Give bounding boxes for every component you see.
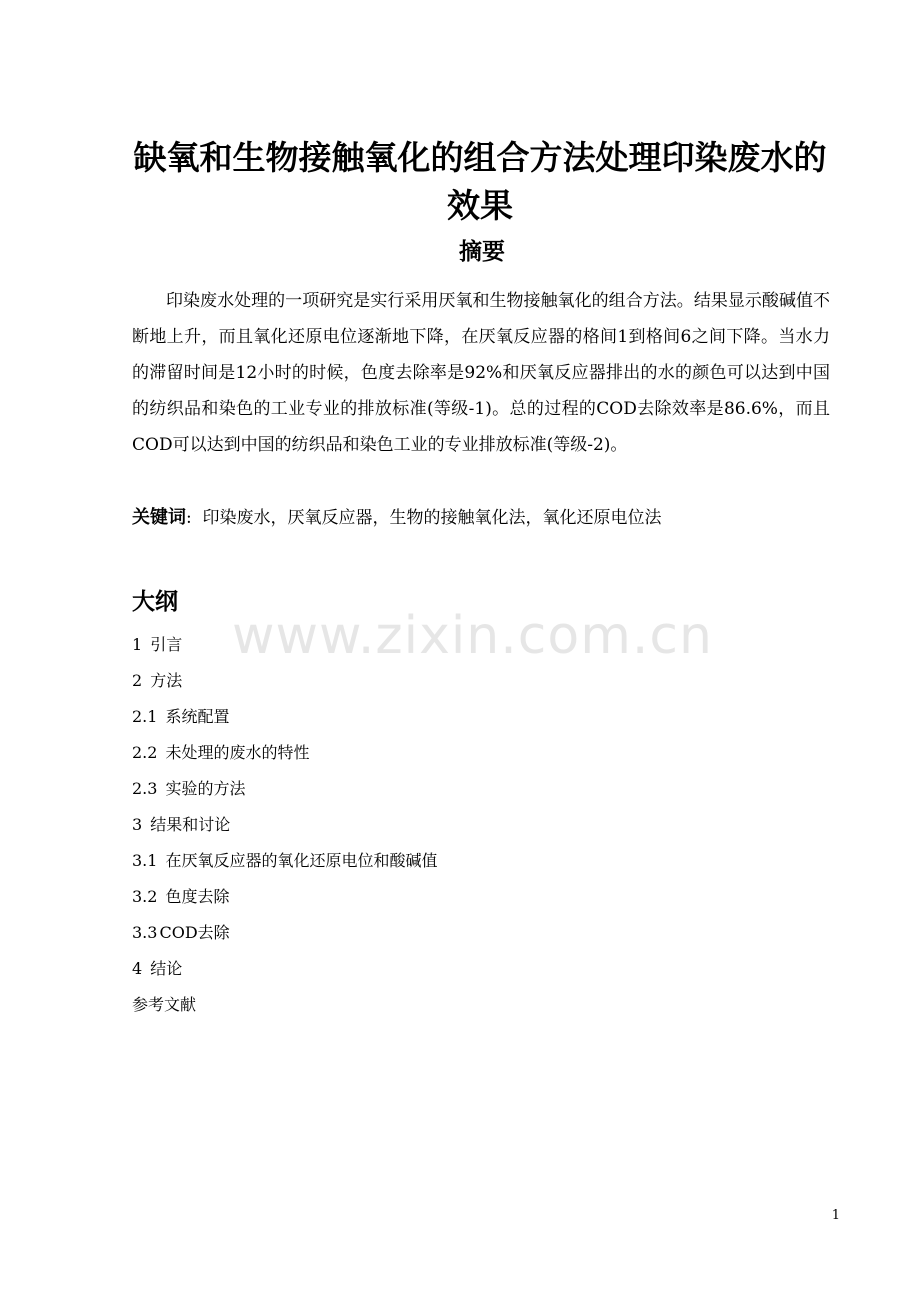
outline-item-label: 方法	[150, 671, 183, 690]
outline-item-number: 3	[132, 815, 143, 834]
outline-item	[132, 951, 732, 987]
keywords-line	[132, 503, 830, 533]
keywords-label: 关键词	[132, 507, 186, 528]
outline-item-number: 2.3	[132, 779, 158, 798]
outline-item	[132, 699, 732, 735]
outline-item-number: 4	[132, 959, 143, 978]
outline-item-label: 未处理的废水的特性	[165, 743, 310, 762]
abstract-text: 印染废水处理的一项研究是实行采用厌氧和生物接触氧化的组合方法。结果显示酸碱值不断地上升，而且氧化还原电位逐渐地下降，在厌氧反应器的格间1到格间6之间下降。当水力的滞留时间是12小时的时候，色度去除率是92%和厌氧反应器排出的水的颜色可以达到中国的纺织品和染色的工业专业的排放标准(等级-1)。总的过程的COD去除效率是86.6%，而且COD可以达到中国的纺织品和染色工业的专业排放标准(等级-2)。	[132, 291, 830, 455]
abstract-heading: 摘要	[459, 239, 505, 265]
outline-item-label: COD去除	[159, 923, 230, 942]
outline-item-number: 2.1	[132, 707, 158, 726]
page-number: 1	[831, 1208, 840, 1223]
outline-item-number: 3.1	[132, 851, 158, 870]
outline-item-number: 2.2	[132, 743, 158, 762]
outline-item-label: 色度去除	[165, 887, 230, 906]
outline-item-number: 2	[132, 671, 143, 690]
outline-item	[132, 879, 732, 915]
outline-heading: 大纲	[132, 589, 178, 615]
outline-item-label: 参考文献	[132, 995, 197, 1014]
document-title: 缺氧和生物接触氧化的组合方法处理印染废水的效果	[133, 138, 827, 225]
outline-item	[132, 807, 732, 843]
keywords-text: 印染废水，厌氧反应器，生物的接触氧化法，氧化还原电位法	[202, 508, 662, 528]
outline-item	[132, 843, 732, 879]
outline-list	[132, 627, 732, 1023]
keywords-separator: :	[186, 508, 192, 528]
outline-item	[132, 915, 732, 951]
watermark-text: www.zixin.com.cn	[232, 606, 713, 666]
outline-item-number: 3.3	[132, 923, 158, 942]
outline-item-number: 1	[132, 635, 143, 654]
outline-item-label: 实验的方法	[165, 779, 246, 798]
outline-item-number: 3.2	[132, 887, 158, 906]
outline-item	[132, 663, 732, 699]
outline-item	[132, 627, 732, 663]
outline-item	[132, 771, 732, 807]
outline-item-label: 系统配置	[165, 707, 230, 726]
outline-item-label: 在厌氧反应器的氧化还原电位和酸碱值	[165, 851, 438, 870]
outline-item-label: 结论	[150, 959, 183, 978]
outline-item	[132, 735, 732, 771]
outline-item-label: 结果和讨论	[150, 815, 231, 834]
outline-item-label: 引言	[150, 635, 183, 654]
outline-item	[132, 987, 732, 1023]
